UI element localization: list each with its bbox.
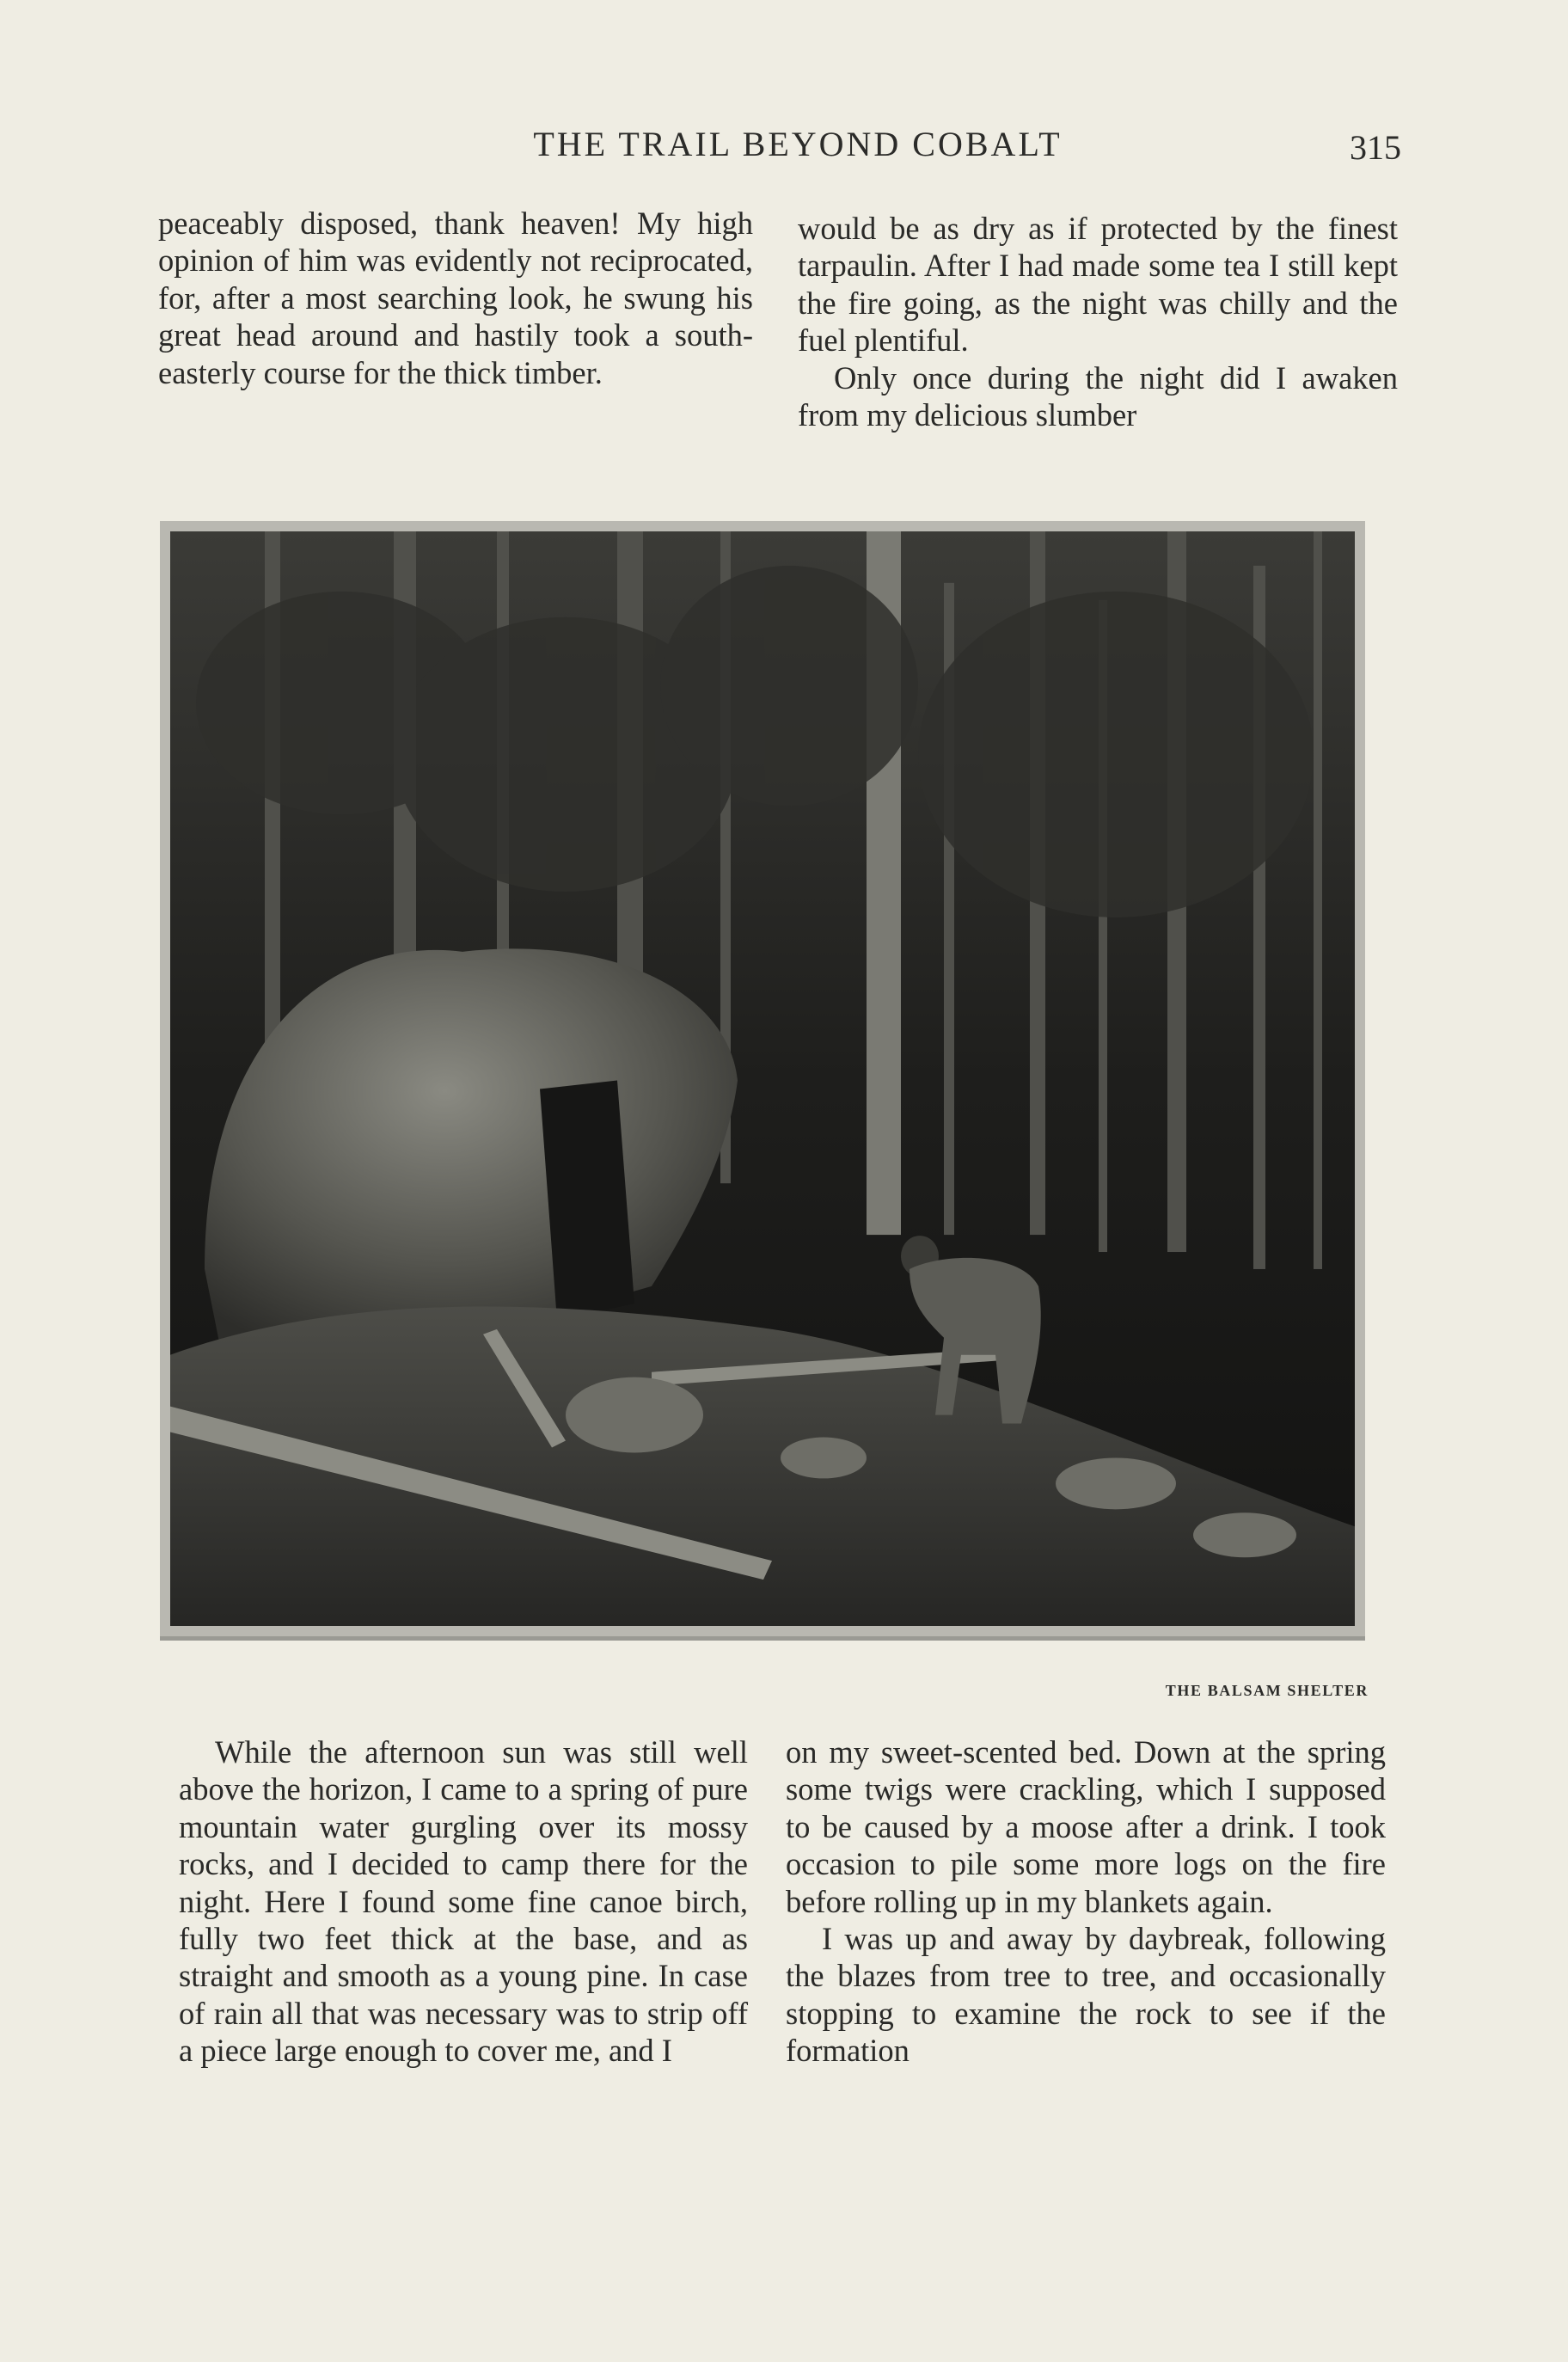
running-head: THE TRAIL BEYOND COBALT xyxy=(533,125,1063,163)
paragraph: I was up and away by daybreak, following the blazes from tree to tree, and occasionally stopping to examine the rock to see if the formation xyxy=(786,1921,1386,2069)
paragraph: Only once during the night did I awaken from my delicious slumber xyxy=(798,359,1398,433)
photograph-plate xyxy=(160,521,1365,1641)
text-column-bottom-right xyxy=(786,1733,1386,2070)
paragraph: would be as dry as if protected by the finest tarpaulin. After I had made some tea I still kept the fire going, as the night was chilly and the fuel plentiful. xyxy=(798,211,1398,359)
paragraph: While the afternoon sun was still well above the horizon, I came to a spring of pure mountain water gurgling over its mossy rocks, and I decided to camp there for the night. Here I found some fine canoe birch, fully two feet thick at the base, and as straight and smooth as a young pine. In case of rain all that was necessary was to strip off a piece large enough to cover me, and I xyxy=(179,1734,748,2069)
page-number: 315 xyxy=(1350,128,1401,167)
text-column-top-right xyxy=(798,210,1398,433)
forest-shelter-photo xyxy=(170,531,1355,1626)
photo-caption: THE BALSAM SHELTER xyxy=(1165,1682,1369,1699)
text-column-top-left xyxy=(158,205,753,391)
paragraph: peaceably disposed, thank heaven! My high opinion of him was evidently not reciprocated, for, after a most searching look, he swung his great head around and hastily took a south-easterly course for the thick timber. xyxy=(158,206,753,390)
paragraph: on my sweet-scented bed. Down at the spring some twigs were crackling, which I supposed to be caused by a moose after a drink. I took occasion to pile some more logs on the fire before rolling up in my blankets again. xyxy=(786,1734,1386,1919)
text-column-bottom-left xyxy=(179,1733,748,2070)
